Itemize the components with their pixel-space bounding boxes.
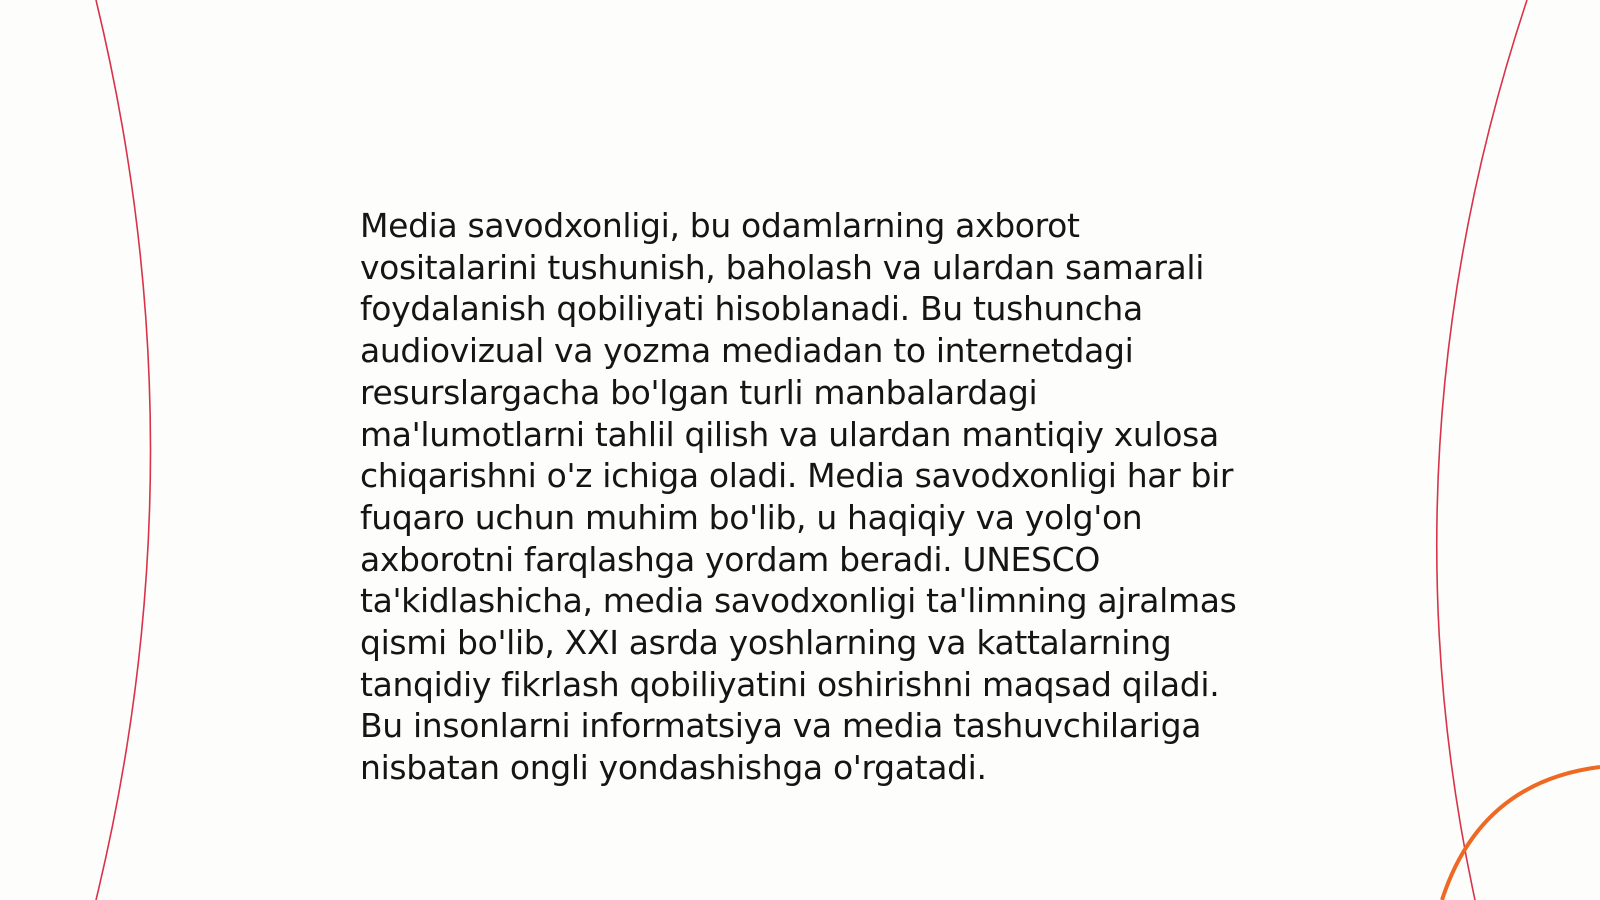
paragraph-line: ta'kidlashicha, media savodxonligi ta'limning ajralmas	[360, 581, 1237, 621]
paragraph-line: fuqaro uchun muhim bo'lib, u haqiqiy va yolg'on	[360, 497, 1143, 537]
paragraph-line: nisbatan ongli yondashishga o'rgatadi.	[360, 748, 987, 788]
paragraph-line: qismi bo'lib, XXI asrda yoshlarning va kattalarning	[360, 623, 1172, 663]
paragraph-line: tanqidiy fikrlash qobiliyatini oshirishni maqsad qiladi.	[360, 664, 1220, 704]
paragraph-line: axborotni farqlashga yordam beradi. UNESCO	[360, 539, 1100, 579]
right-curve	[1437, 0, 1527, 900]
paragraph-line: vositalarini tushunish, baholash va ulardan samarali	[360, 247, 1205, 287]
paragraph-line: audiovizual va yozma mediadan to internetdagi	[360, 331, 1134, 371]
body-paragraph	[360, 205, 1260, 789]
paragraph-line: ma'lumotlarni tahlil qilish va ulardan mantiqiy xulosa	[360, 414, 1219, 454]
paragraph-line: Media savodxonligi, bu odamlarning axborot	[360, 206, 1080, 245]
corner-arc	[1442, 767, 1600, 900]
paragraph-line: chiqarishni o'z ichiga oladi. Media savodxonligi har bir	[360, 456, 1234, 496]
paragraph-line: resurslargacha bo'lgan turli manbalardagi	[360, 372, 1038, 412]
paragraph-line: Bu insonlarni informatsiya va media tashuvchilariga	[360, 706, 1202, 746]
paragraph-line: foydalanish qobiliyati hisoblanadi. Bu tushuncha	[360, 289, 1143, 329]
left-curve	[96, 0, 151, 900]
